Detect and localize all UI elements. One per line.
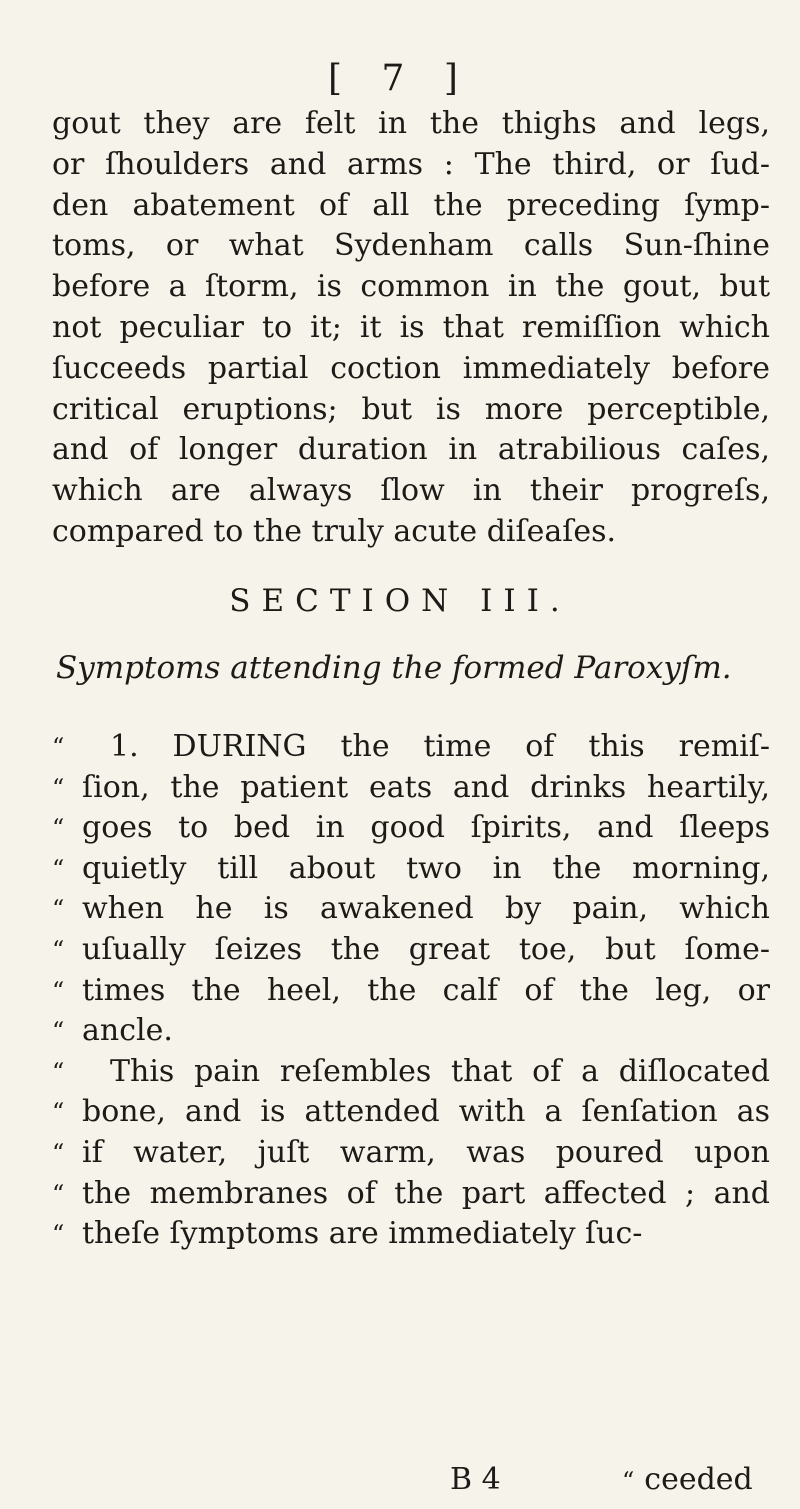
quote-mark: “ (52, 1220, 65, 1249)
quote-line (52, 889, 770, 930)
quote-text: if water, juſt warm, was poured upon (82, 1134, 770, 1170)
catchword-quote-mark: “ (622, 1467, 635, 1495)
quote-line (52, 1214, 770, 1255)
text-line: before a ſtorm, is common in the gout, but (52, 269, 770, 305)
quote-mark: “ (52, 854, 65, 883)
quote-mark: “ (52, 1098, 65, 1127)
text-line: and of longer duration in atrabilious caſes, (52, 432, 770, 468)
page-footer (52, 1462, 770, 1502)
quote-text: uſually ſeizes the great toe, but ſome- (82, 931, 770, 967)
text-line: not peculiar to it; it is that remiſſion which (52, 309, 770, 345)
quote-text: when he is awakened by pain, which (82, 891, 770, 927)
text-line: compared to the truly acute diſeaſes. (52, 513, 617, 549)
quote-line (52, 1052, 770, 1093)
quote-mark: “ (52, 1138, 65, 1167)
quote-text: theſe ſymptoms are immediately ſuc- (82, 1216, 643, 1252)
opening-paragraph (52, 104, 770, 553)
quote-text: the membranes of the part affected ; and (82, 1175, 770, 1211)
quote-mark: “ (52, 733, 65, 761)
quote-line (52, 1133, 770, 1174)
quote-mark: “ (52, 1179, 65, 1208)
quote-mark: “ (52, 1057, 65, 1086)
quote-text: times the heel, the calf of the leg, or (82, 972, 770, 1008)
quote-line (52, 930, 770, 971)
quoted-passage (52, 727, 770, 1255)
quote-line (52, 849, 770, 890)
text-line: or ſhoulders and arms : The third, or ſud- (52, 146, 770, 182)
section-subtitle: Symptoms attending the formed Paroxyſm. (56, 650, 732, 686)
quote-mark: “ (52, 976, 65, 1005)
quote-text: ſion, the patient eats and drinks heartily, (82, 769, 770, 805)
text-line: ſucceeds partial coction immediately before (52, 350, 770, 386)
page-number-header: [ 7 ] (328, 58, 472, 99)
text-line: which are always ſlow in their progreſs, (52, 473, 770, 509)
catchword-text: ceeded (644, 1462, 753, 1497)
quote-mark: “ (52, 935, 65, 964)
quote-text: bone, and is attended with a ſenſation as (82, 1094, 770, 1130)
text-line: critical eruptions; but is more perceptible, (52, 391, 770, 427)
text-line: den abatement of all the preceding ſymp- (52, 187, 770, 223)
text-line: gout they are felt in the thighs and legs, (52, 106, 770, 141)
quote-line (52, 1011, 770, 1052)
quote-mark: “ (52, 1017, 65, 1046)
quote-line (52, 727, 770, 768)
section-title: SECTION III. (229, 583, 571, 619)
quote-text: This pain reſembles that of a diſlocated (110, 1053, 770, 1089)
quote-line (52, 1092, 770, 1133)
quote-text: 1. DURING the time of this remiſ- (110, 729, 770, 764)
quote-text: ancle. (82, 1013, 173, 1049)
quote-mark: “ (52, 814, 65, 843)
quote-line (52, 808, 770, 849)
quote-mark: “ (52, 895, 65, 924)
quote-line (52, 1174, 770, 1215)
quote-line (52, 768, 770, 809)
catchword (622, 1462, 753, 1497)
signature-mark: B 4 (450, 1462, 501, 1497)
quote-text: quietly till about two in the morning, (82, 850, 770, 886)
quote-line (52, 971, 770, 1012)
quote-text: goes to bed in good ſpirits, and ſleeps (82, 810, 770, 846)
quote-mark: “ (52, 773, 65, 802)
text-line: toms, or what Sydenham calls Sun-ſhine (52, 228, 770, 264)
